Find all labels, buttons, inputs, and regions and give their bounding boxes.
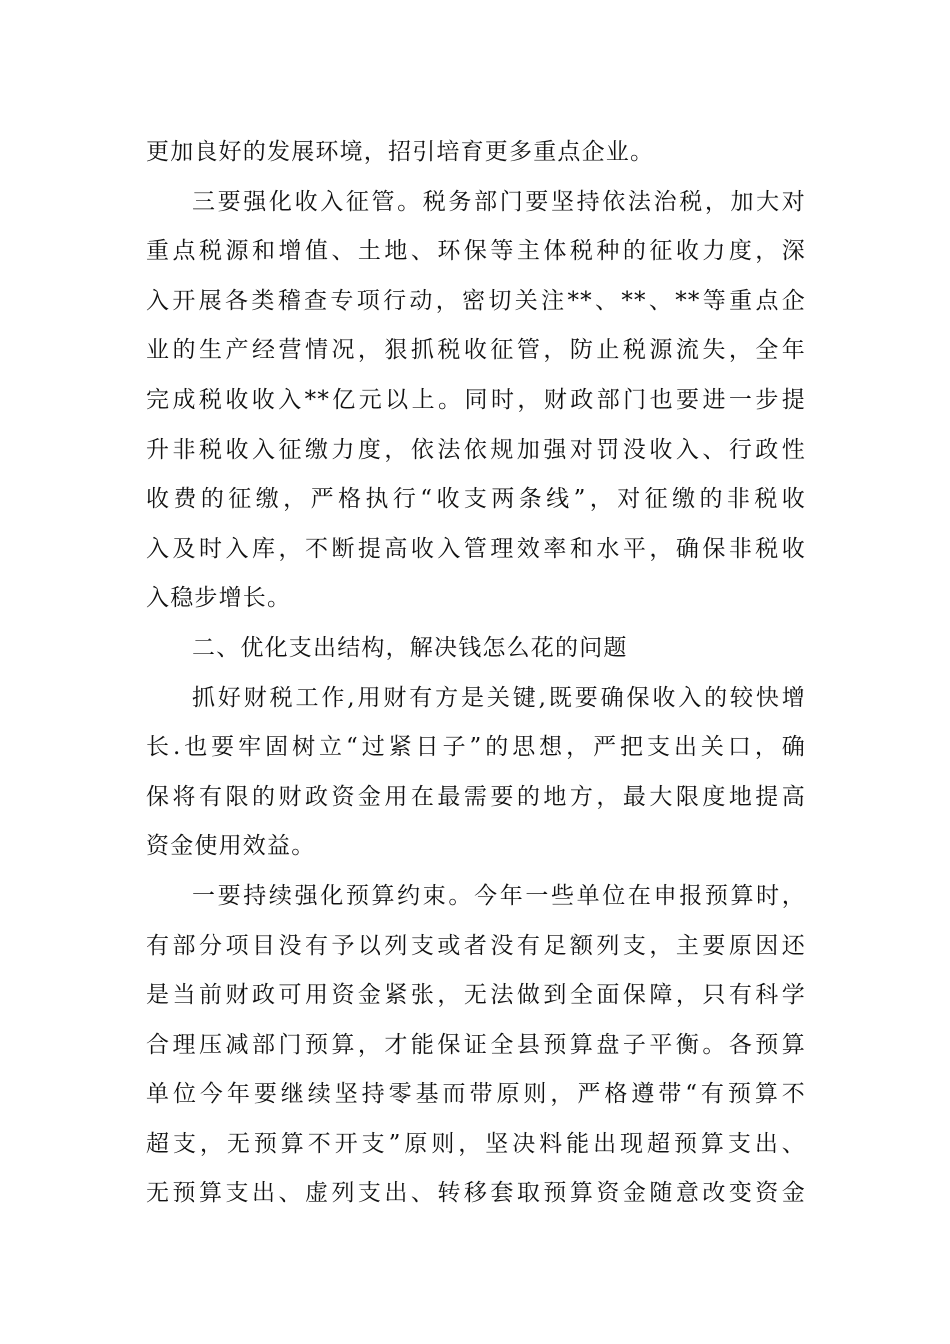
text-line: 单位今年要继续坚持零基而带原则，严格遵带“有预算不 <box>146 1081 806 1108</box>
text-line: 入开展各类稽查专项行动，密切关注**、**、**等重点企 <box>146 287 806 314</box>
text-line: 重点税源和增值、土地、环保等主体税种的征收力度，深 <box>146 238 806 265</box>
paragraph-first-line: 三要强化收入征管。税务部门要坚持依法治税，加大对 <box>192 188 806 215</box>
text-line: 无预算支出、虚列支出、转移套取预算资金随意改变资金 <box>146 1180 806 1207</box>
text-line: 完成税收收入**亿元以上。同时，财政部门也要进一步提 <box>146 386 806 413</box>
text-line: 超支，无预算不开支”原则，坚决料能出现超预算支出、 <box>146 1130 806 1157</box>
text-line: 入及时入库，不断提高收入管理效率和水平，确保非税收 <box>146 535 806 562</box>
text-line: 保将有限的财政资金用在最需要的地方，最大限度地提高 <box>146 783 806 810</box>
paragraph-first-line: 一要持续强化预算约束。今年一些单位在申报预算时， <box>192 882 806 909</box>
document-body <box>146 128 806 1219</box>
text-line: 资金使用效益。 <box>146 833 316 860</box>
paragraph-first-line: 抓好财税工作,用财有方是关键,既要确保收入的较快增 <box>192 684 806 711</box>
text-line: 合理压减部门预算，才能保证全县预算盘子平衡。各预算 <box>146 1031 806 1058</box>
text-line: 升非税收入征缴力度，依法依规加强对罚没收入、行政性 <box>146 436 806 463</box>
text-line: 入稳步增长。 <box>146 585 292 612</box>
section-heading: 二、优化支出结构，解决钱怎么花的问题 <box>192 634 628 661</box>
text-line: 长.也要牢固树立“过紧日子”的思想，严把支出关口，确 <box>146 734 806 761</box>
text-line: 业的生产经营情况，狠抓税收征管，防止税源流失，全年 <box>146 337 806 364</box>
text-line: 收费的征缴，严格执行“收支两条线”，对征缴的非税收 <box>146 486 806 513</box>
text-line: 更加良好的发展环境，招引培育更多重点企业。 <box>146 139 655 165</box>
text-line: 是当前财政可用资金紧张，无法做到全面保障，只有科学 <box>146 982 806 1009</box>
text-line: 有部分项目没有予以列支或者没有足额列支，主要原因还 <box>146 932 806 959</box>
